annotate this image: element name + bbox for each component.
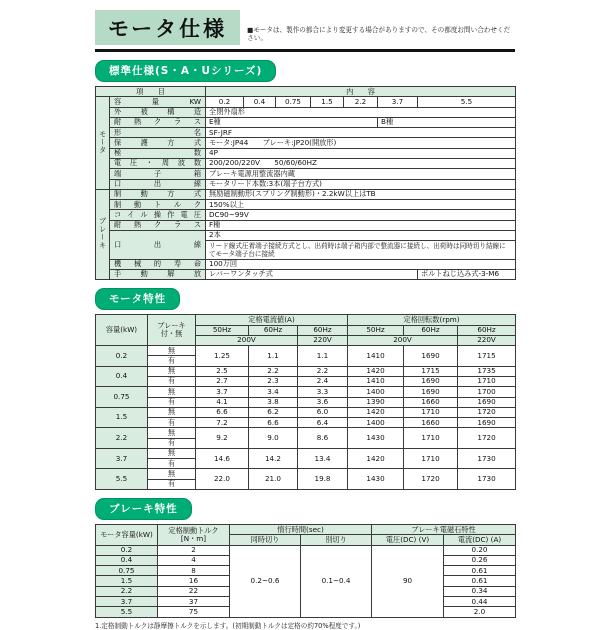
row-label-poles: 極数 [110,148,206,158]
col-header-magnet: ブレーキ電磁石特性 [372,525,516,535]
table-row [96,230,516,240]
value-cell: 1420 [348,407,404,417]
torque-cell: 8 [158,566,230,576]
table-row [96,148,516,158]
torque-cell: 4 [158,555,230,565]
title-band [95,10,240,45]
col-header-separate-cutoff: 別切り [301,535,372,545]
value-cell: 1690 [458,418,516,428]
col-header-rpm: 定格回転数(rpm) [348,315,516,325]
row-label-lead-motor: 口出線 [110,179,206,189]
value-cell: 1660 [404,397,458,407]
value-cell: 8.6 [298,428,348,449]
brake-with-cell: 有 [148,479,196,489]
col-header-volt: 200V [196,335,298,345]
value-cell: 6.6 [249,418,298,428]
section-label-motor-char: モータ特性 [95,288,180,310]
capacity-cell: 1.5 [96,407,148,428]
value-cell: 1430 [348,469,404,490]
dc-current-cell: 0.61 [444,576,516,586]
row-label-model: 形名 [110,128,206,138]
col-header-hz: 60Hz [298,325,348,335]
value-cell: 1420 [348,448,404,469]
col-header-hz: 50Hz [196,325,249,335]
enclosure-value: 全閉外扇形 [206,107,516,117]
brake-torque-value: 150%以上 [206,200,516,210]
value-cell: 7.2 [196,418,249,428]
protection-value: モータ:JP44 ブレーキ:JP20(開放形) [206,138,516,148]
value-cell: 1730 [458,469,516,490]
brake-method-value: 無励磁制動形(スプリング制動形)・2.2kW以上はTB [206,189,516,199]
value-cell: 1720 [458,407,516,417]
heat-class-brake-value: F種 [206,220,516,230]
separate-time-cell: 0.1~0.4 [301,545,372,617]
row-label-mech-life: 機械的寿命 [110,259,206,269]
row-label-protection: 保護方式 [110,138,206,148]
lead-brake-description: リード線式圧着端子接続方式とし、出荷時は端子箱内部で整流器に接続し、出荷時は同時切り結線にてモータ端子台に接続 [206,241,516,259]
capacity-cell: 5.5 [96,607,158,617]
simul-time-cell: 0.2~0.6 [230,545,301,617]
row-label-capacity: 容量KW [110,97,206,107]
row-label-enclosure: 外被構造 [110,107,206,117]
value-cell: 1710 [458,376,516,386]
table-row [96,210,516,220]
col-header-content: 内 容 [206,87,516,97]
group-label-brake: ブレーキ [96,189,110,279]
capacity-cell: 0.75 [96,566,158,576]
value-cell: 1430 [348,428,404,449]
value-cell: 1.1 [249,346,298,367]
header-note: ■モータは、製作の都合により変更する場合がありますので、その都度お問い合わせください。 [247,26,511,43]
capacity-cell: 0.75 [96,387,148,408]
value-cell: 2.4 [298,376,348,386]
section-label-standard: 標準仕様(S・A・Uシリーズ) [95,60,276,82]
value-cell: 1420 [348,366,404,376]
table-row [96,158,516,168]
col-header-brake: ブレーキ 付・無 [148,315,196,346]
table-row [96,315,516,325]
capacity-cell: 2.2 [96,586,158,596]
capacity-value: 3.7 [378,97,418,107]
value-cell: 1690 [458,397,516,407]
col-header-coasting-time: 惰行時間(sec) [230,525,372,535]
table-row [96,220,516,230]
col-header-hz: 50Hz [348,325,404,335]
value-cell: 1690 [404,376,458,386]
col-header-volt: 220V [298,335,348,345]
brake-char-tbody [96,545,516,617]
mech-life-value: 100万回 [206,259,516,269]
heat-class-e: E種 [206,117,378,127]
value-cell: 3.6 [298,397,348,407]
value-cell: 1.1 [298,346,348,367]
brake-none-cell: 無 [148,387,196,397]
poles-value: 4P [206,148,516,158]
manual-release-bolt: ボルトねじ込み式-3-M6 [418,269,516,279]
value-cell: 2.2 [298,366,348,376]
standard-spec-table [95,86,516,280]
capacity-value: 2.2 [344,97,378,107]
motor-char-tbody [96,346,516,490]
table-row [96,107,516,117]
brake-none-cell: 無 [148,428,196,438]
value-cell: 6.4 [298,418,348,428]
table-row [96,397,516,407]
group-label-motor: モータ [96,97,110,190]
value-cell: 1410 [348,346,404,367]
table-row [96,545,516,555]
value-cell: 1715 [458,346,516,367]
brake-with-cell: 有 [148,438,196,448]
table-row [96,87,516,97]
brake-none-cell: 無 [148,407,196,417]
capacity-value: 0.75 [276,97,311,107]
capacity-value: 5.5 [418,97,516,107]
table-row [96,189,516,199]
capacity-cell: 0.2 [96,545,158,555]
value-cell: 14.6 [196,448,249,469]
brake-with-cell: 有 [148,356,196,366]
table-row [96,418,516,428]
brake-with-cell: 有 [148,418,196,428]
brake-char-table [95,524,516,618]
table-row [96,138,516,148]
capacity-cell: 5.5 [96,469,148,490]
col-header-volt: 200V [348,335,458,345]
torque-cell: 37 [158,597,230,607]
table-row [96,97,516,107]
row-label-lead-brake: 口出線 [110,230,206,259]
brake-with-cell: 有 [148,459,196,469]
table-row [96,428,516,438]
capacity-cell: 3.7 [96,597,158,607]
value-cell: 6.2 [249,407,298,417]
value-cell: 13.4 [298,448,348,469]
row-label-brake-torque: 制動トルク [110,200,206,210]
dc-voltage-cell: 90 [372,545,444,617]
capacity-cell: 1.5 [96,576,158,586]
table-row [96,269,516,279]
torque-cell: 22 [158,586,230,596]
page-header [95,10,515,45]
col-header-item: 項 目 [96,87,206,97]
value-cell: 1410 [348,376,404,386]
value-cell: 1735 [458,366,516,376]
col-header-current: 定格電流値(A) [196,315,348,325]
value-cell: 3.4 [249,387,298,397]
value-cell: 1690 [404,346,458,367]
brake-with-cell: 有 [148,397,196,407]
dc-current-cell: 0.20 [444,545,516,555]
col-header-rated-torque: 定格制動トルク [N・m] [158,525,230,546]
dc-current-cell: 2.0 [444,607,516,617]
col-header-simul-cutoff: 同時切り [230,535,301,545]
value-cell: 14.2 [249,448,298,469]
heat-class-b: B種 [378,117,516,127]
value-cell: 6.0 [298,407,348,417]
value-cell: 1390 [348,397,404,407]
table-row [96,387,516,397]
dc-current-cell: 0.61 [444,566,516,576]
row-label-voltage: 電圧・周波数 [110,158,206,168]
row-label-heat-class-brake: 耐熱クラス [110,220,206,230]
value-cell: 1660 [404,418,458,428]
value-cell: 2.3 [249,376,298,386]
value-cell: 1.25 [196,346,249,367]
dc-current-cell: 0.34 [444,586,516,596]
value-cell: 19.8 [298,469,348,490]
capacity-cell: 0.2 [96,346,148,367]
table-row [96,346,516,356]
table-row [96,169,516,179]
footnote: 1.定格制動トルクは静摩擦トルクを示します。(初期制動トルクは定格の約70%程度です。) [95,621,361,630]
row-label-manual-release: 手動解放 [110,269,206,279]
manual-release-lever: レバーワンタッチ式 [206,269,418,279]
col-header-capacity: 容量(kW) [96,315,148,346]
lead-brake-count: 2本 [206,230,516,240]
value-cell: 1720 [458,428,516,449]
value-cell: 1715 [404,366,458,376]
value-cell: 1720 [404,469,458,490]
capacity-cell: 0.4 [96,555,158,565]
table-row [96,128,516,138]
capacity-value: 0.4 [244,97,276,107]
value-cell: 1730 [458,448,516,469]
col-header-hz: 60Hz [404,325,458,335]
value-cell: 1710 [404,448,458,469]
dc-current-cell: 0.26 [444,555,516,565]
value-cell: 2.7 [196,376,249,386]
torque-cell: 16 [158,576,230,586]
col-header-dc-voltage: 電圧(DC) (V) [372,535,444,545]
model-value: SF-JRF [206,128,516,138]
table-row [96,117,516,127]
capacity-cell: 2.2 [96,428,148,449]
value-cell: 1710 [404,428,458,449]
value-cell: 1700 [458,387,516,397]
brake-none-cell: 無 [148,366,196,376]
row-label-terminal-box: 端子箱 [110,169,206,179]
table-row [96,179,516,189]
brake-none-cell: 無 [148,448,196,458]
value-cell: 6.6 [196,407,249,417]
table-row [96,469,516,479]
row-label-coil-voltage: コイル操作電圧 [110,210,206,220]
terminal-box-value: ブレーキ電源用整流器内蔵 [206,169,516,179]
capacity-value: 1.5 [311,97,344,107]
value-cell: 21.0 [249,469,298,490]
value-cell: 3.7 [196,387,249,397]
torque-cell: 75 [158,607,230,617]
row-label-heat-class: 耐熱クラス [110,117,206,127]
col-header-volt: 220V [458,335,516,345]
table-row [96,376,516,386]
lead-motor-value: モータリード本数:3本(端子台方式) [206,179,516,189]
table-row [96,366,516,376]
table-row [96,200,516,210]
table-row [96,407,516,417]
table-row [96,259,516,269]
brake-none-cell: 無 [148,469,196,479]
capacity-cell: 0.4 [96,366,148,387]
brake-none-cell: 無 [148,346,196,356]
value-cell: 1400 [348,418,404,428]
capacity-value: 0.2 [206,97,244,107]
torque-cell: 2 [158,545,230,555]
col-header-dc-current: 電流(DC) (A) [444,535,516,545]
col-header-hz: 60Hz [458,325,516,335]
value-cell: 9.2 [196,428,249,449]
value-cell: 9.0 [249,428,298,449]
value-cell: 1710 [404,407,458,417]
table-row [96,525,516,535]
motor-char-table [95,314,516,490]
brake-with-cell: 有 [148,376,196,386]
coil-voltage-value: DC90~99V [206,210,516,220]
value-cell: 22.0 [196,469,249,490]
row-label-brake-method: 制動方式 [110,189,206,199]
value-cell: 1400 [348,387,404,397]
value-cell: 3.8 [249,397,298,407]
table-row [96,448,516,458]
header-rule [95,49,515,52]
section-label-brake-char: ブレーキ特性 [95,498,192,520]
value-cell: 4.1 [196,397,249,407]
value-cell: 1690 [404,387,458,397]
value-cell: 3.3 [298,387,348,397]
page-title: モータ仕様 [108,17,228,41]
capacity-cell: 3.7 [96,448,148,469]
value-cell: 2.2 [249,366,298,376]
col-header-hz: 60Hz [249,325,298,335]
col-header-motor-capacity: モータ容量(kW) [96,525,158,546]
value-cell: 2.5 [196,366,249,376]
voltage-value: 200/200/220V 50/60/60HZ [206,158,516,168]
dc-current-cell: 0.44 [444,597,516,607]
